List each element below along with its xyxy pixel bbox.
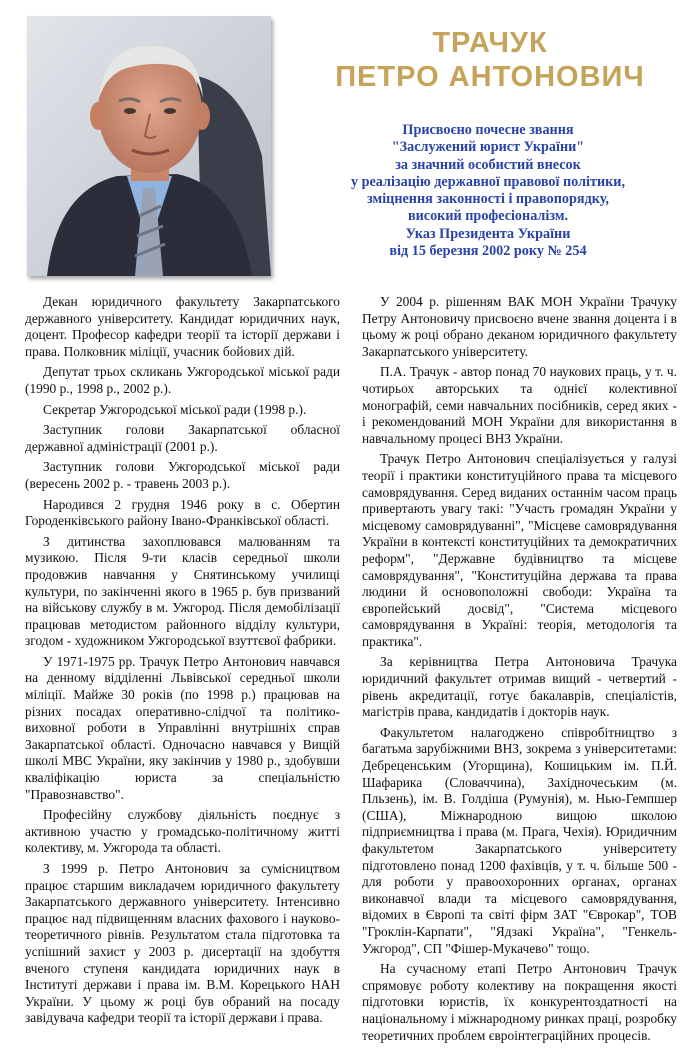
- award-line: у реалізацію державної правової політики,: [350, 173, 626, 190]
- award-line: зміцнення законності і правопорядку,: [367, 191, 609, 208]
- paragraph: Заступник голови Закарпатської обласної державної адміністрації (2001 р.).: [25, 422, 340, 454]
- biography-left-column: [25, 294, 340, 1031]
- award-line: Присвоєно почесне звання: [402, 122, 574, 138]
- award-line: від 15 березня 2002 року № 254: [389, 243, 587, 260]
- portrait-photo: [27, 16, 271, 276]
- paragraph: У 1971-1975 рр. Трачук Петро Антонович навчався на денному відділенні Львівської середньої школи міліції. Майже 30 років (по 1998 р.) працював на різних посадах оперативно-слідчої та політико-виховної роботи в Управлінні внутрішніх справ Закарпатської області. Одночасно навчався у Вищій школі МВС України, яку закінчив у 1980 р., здобувши кваліфікацію юриста за спеціальністю "Правознавство".: [25, 653, 340, 802]
- given-names: ПЕТРО АНТОНОВИЧ: [335, 61, 645, 93]
- award-line: високий професіоналізм.: [407, 208, 569, 225]
- paragraph: Декан юридичного факультету Закарпатського державного університету. Кандидат юридичних наук, доцент. Професор кафедри теорії та історії держави і права. Полковник міліції, учасник бойових дій.: [25, 294, 340, 359]
- paragraph: Депутат трьох скликань Ужгородської міської ради (1990 р., 1998 р., 2002 р.).: [25, 364, 340, 396]
- paragraph: Народився 2 грудня 1946 року в с. Обертин Городенківського району Івано-Франківської області.: [25, 496, 340, 529]
- award-line: "Заслужений юрист України": [391, 139, 585, 156]
- paragraph: П.А. Трачук - автор понад 70 наукових праць, у т. ч. чотирьох авторських та однієї колективної монографій, семи навчальних посібників, серед яких - і рекомендований МОН України для використання в навчальному процесі ВНЗ України.: [362, 364, 677, 446]
- paragraph: Факультетом налагоджено співробітництво з багатьма зарубіжними ВНЗ, зокрема з університетами: Дебреценським (Угорщина), Кошицьким ім. П.Й. Шафарика (Словаччина), Західночеським (м. Пльзень), ім. В. Голдіша (Румунія), м. Нью-Гемпшер (США), Міжнародною вищою школою підприємництва і права (м. Прага, Чехія). Юридичним факультетом Закарпатського університету підготовлено понад 1200 фахівців, у т. ч. більше 500 - для роботи у правоохоронних органах, органах виконавчої влади та місцевого самоврядування, відомих в Європі та світі фірм ЗАТ "Єврокар", ТОВ "Гроклін-Карпати", "Ядзакі Україна", "Генкель-Ужгород", СП "Фішер-Мукачево" тощо.: [362, 724, 677, 956]
- paragraph: Секретар Ужгородської міської ради (1998 р.).: [43, 401, 307, 417]
- award-line: Указ Президента України: [405, 225, 571, 242]
- paragraph: Заступник голови Ужгородської міської ради (вересень 2002 р. - травень 2003 р.).: [25, 459, 340, 491]
- award-line: за значний особистий внесок: [395, 156, 581, 173]
- paragraph: На сучасному етапі Петро Антонович Трачук спрямовує роботу колективу на покращення якості підготовки юристів, їх конкурентоздатності на національному і міжнародному ринках праці, розробку теоретичних проблем євроінтеграційних процесів.: [362, 961, 677, 1043]
- biography-right-column: [362, 294, 677, 1048]
- paragraph: Трачук Петро Антонович спеціалізується у галузі теорії і практики конституційного права та місцевого самоврядування. Серед виданих останнім часом праць привертають увагу такі: "Участь громадян України у місцевому самоврядуванні", "Місцеве самоврядування України в контексті конституційних та демократичних реформ", "Державне будівництво та місцеве самоврядування", "Конституційна держава та права людини й основоположні свободи: Україна та європейський досвід", "Система місцевого самоврядування в Україні: теорія, методологія та практика".: [362, 451, 677, 649]
- paragraph: З 1999 р. Петро Антонович за сумісництвом працює старшим викладачем юридичного факультету Закарпатського державного університету. Інтенсивно працює над підвищенням власних фахового і науково-теоретичного рівнів. Результатом стала підготовка та успішний захист у 2003 р. дисертації на здобуття вченого ступеня кандидата юридичних наук в Інституті держави і права ім. В.М. Корецького НАН України. У цьому ж році був обраний на посаду завідувача кафедри теорії та історії держави і права.: [25, 861, 340, 1026]
- award-block: [292, 122, 684, 260]
- paragraph: З дитинства захоплювався малюванням та музикою. Після 9-ти класів середньої школи продовжив навчання у Снятинському училищі культури, по закінченні якого в 1965 р. був призваний на військову службу в м. Ужгород. Після демобілізації працював методистом районного відділу культури, згодом - художником Ужгородської взуттєвої фабрики.: [25, 533, 340, 649]
- paragraph: У 2004 р. рішенням ВАК МОН України Трачуку Петру Антоновичу присвоєно вчене звання доцента і в цьому ж році обрано деканом юридичного факультету Закарпатського університету.: [362, 294, 677, 359]
- paragraph: За керівництва Петра Антоновича Трачука юридичний факультет отримав вищий - четвертий - рівень акредитації, готує бакалаврів, спеціалістів, магістрів права, кандидатів і докторів наук.: [362, 654, 677, 720]
- paragraph: Професійну службову діяльність поєднує з активною участю у громадсько-політичному житті колективу, м. Ужгорода та області.: [25, 807, 340, 856]
- person-name: [300, 26, 680, 94]
- surname: ТРАЧУК: [432, 27, 548, 59]
